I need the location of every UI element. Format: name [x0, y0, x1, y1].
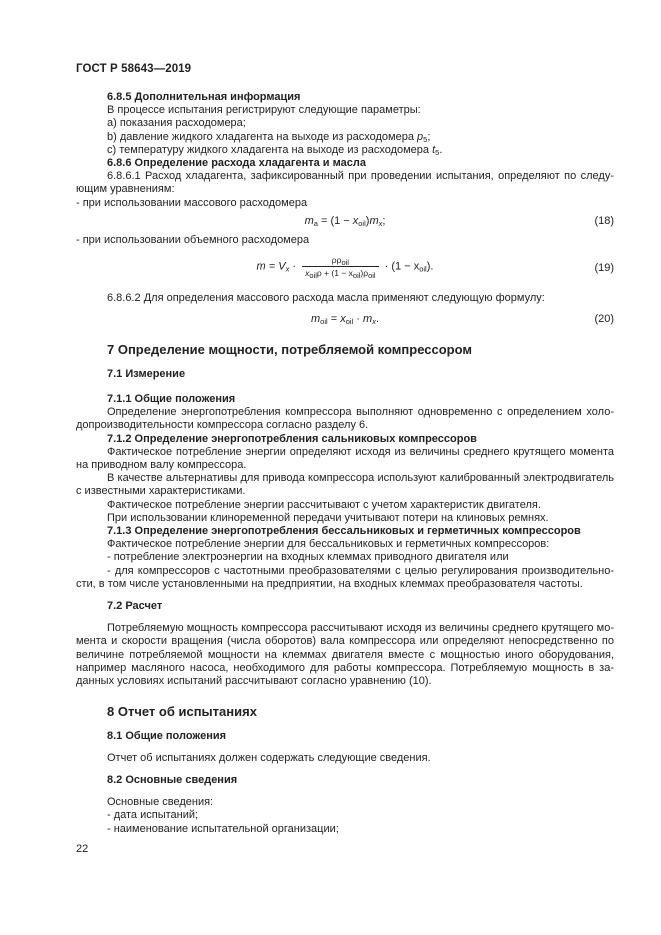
list-item: а) показания расходомера;	[107, 117, 246, 130]
paragraph: Фактическое потребление энергии для бессальниковых и герметичных компрессоров:	[107, 538, 550, 551]
page-number: 22	[76, 843, 89, 855]
paragraph: Отчет об испытаниях должен содержать следующие сведения.	[107, 751, 431, 764]
list-item: b) давление жидкого хладагента на выходе из расходомера $p_5$;	[107, 130, 431, 144]
equation-number: (18)	[594, 214, 614, 227]
paragraph: Фактическое потребление энергии рассчитывают с учетом характеристик двигателя.	[107, 498, 541, 511]
list-item: c) температуру жидкого хладагента на выходе из расходомера $t_5$.	[107, 143, 443, 157]
heading-7-1-3: 7.1.3 Определение энергопотребления бессальниковых и герметичных компрессоров	[107, 525, 581, 538]
fraction: $\frac{\rho\rho_{oil}}{x_{oil}\rho + (1 - x_{oil})\rho_{oil}}$	[302, 255, 379, 278]
paragraph: мента и скорости вращения (числа оборотов) вала компрессора или определяют непосредственно по	[76, 635, 614, 648]
list-item: сти, в том числе установленными на предприятии, на входных клеммах преобразователя частоты.	[76, 577, 583, 590]
heading-6-8-5: 6.8.5 Дополнительная информация	[107, 91, 301, 103]
heading-8-1: 8.1 Общие положения	[107, 730, 227, 743]
heading-7: 7 Определение мощности, потребляемой компрессором	[107, 341, 472, 357]
equation-number: (19)	[594, 262, 614, 275]
paragraph: например масляного насоса, необходимого для работы компрессора. Потребляемую мощность в за-	[76, 661, 614, 674]
list-item: - потребление электроэнергии на входных клеммах приводного двигателя или	[107, 551, 509, 564]
list-item: - дата испытаний;	[107, 809, 199, 822]
paragraph: 6.8.6.2 Для определения массового расхода масла применяют следующую формулу:	[107, 292, 545, 305]
heading-7-1: 7.1 Измерение	[107, 367, 186, 380]
equation-20: $m_{oil} = x_{oil} \cdot m_x$. (20)	[310, 313, 614, 327]
paragraph: При использовании клиноременной передачи учитывают потери на клиновых ремнях.	[107, 511, 549, 524]
list-item: - для компрессоров с частотными преобразователями с целью регулирования производительно-	[107, 564, 614, 577]
paragraph: допроизводительности компрессора согласно разделу 6.	[76, 419, 369, 432]
paragraph: В процессе испытания регистрируют следующие параметры:	[107, 104, 421, 117]
equation-number: (20)	[594, 313, 614, 326]
paragraph: В качестве альтернативы для привода компрессора используют калиброванный электродвигатель	[107, 472, 614, 485]
paragraph: с известными характеристиками.	[76, 485, 246, 498]
equation-19: $m = V_x$ · $\frac{\rho\rho_{oil}}{x_{oil}\rho + (1 - x_{oil})\rho_{oil}}$ · $(1 - x_{oil})$. (19)	[256, 255, 614, 281]
page-content	[76, 91, 614, 836]
heading-7-2: 7.2 Расчет	[107, 600, 163, 613]
list-item: - при использовании объемного расходомера	[76, 234, 310, 247]
paragraph: Фактическое потребление энергии определяют исходя из величины среднего крутящего момента	[107, 445, 614, 458]
equation-18: $m_a = (1 - x_{oil})m_x$; (18)	[304, 214, 614, 228]
paragraph: Основные сведения:	[107, 796, 214, 809]
heading-7-1-1: 7.1.1 Общие положения	[107, 393, 236, 406]
paragraph: Определение энергопотребления компрессора выполняют одновременно с определением холо-	[107, 406, 614, 419]
paragraph: на приводном валу компрессора.	[76, 459, 247, 472]
list-item: - при использовании массового расходомера	[76, 196, 308, 209]
heading-7-1-2: 7.1.2 Определение энергопотребления сальниковых компрессоров	[107, 432, 477, 445]
heading-8: 8 Отчет об испытаниях	[107, 704, 257, 720]
document-header: ГОСТ Р 58643—2019	[76, 63, 192, 75]
paragraph: ющим уравнениям:	[76, 183, 175, 196]
list-item: - наименование испытательной организации;	[107, 822, 339, 835]
paragraph: 6.8.6.1 Расход хладагента, зафиксированный при проведении испытания, определяют по следу-	[107, 170, 614, 183]
paragraph: данных условиях испытаний рассчитывают согласно уравнению (10).	[76, 675, 432, 688]
heading-6-8-6: 6.8.6 Определение расхода хладагента и масла	[107, 157, 366, 170]
paragraph: величине потребляемой мощности на клеммах двигателя вместе с мощностью иного оборудования,	[76, 648, 614, 661]
paragraph: Потребляемую мощность компрессора рассчитывают исходя из величины среднего крутящего мо-	[107, 622, 614, 635]
heading-8-2: 8.2 Основные сведения	[107, 773, 238, 786]
